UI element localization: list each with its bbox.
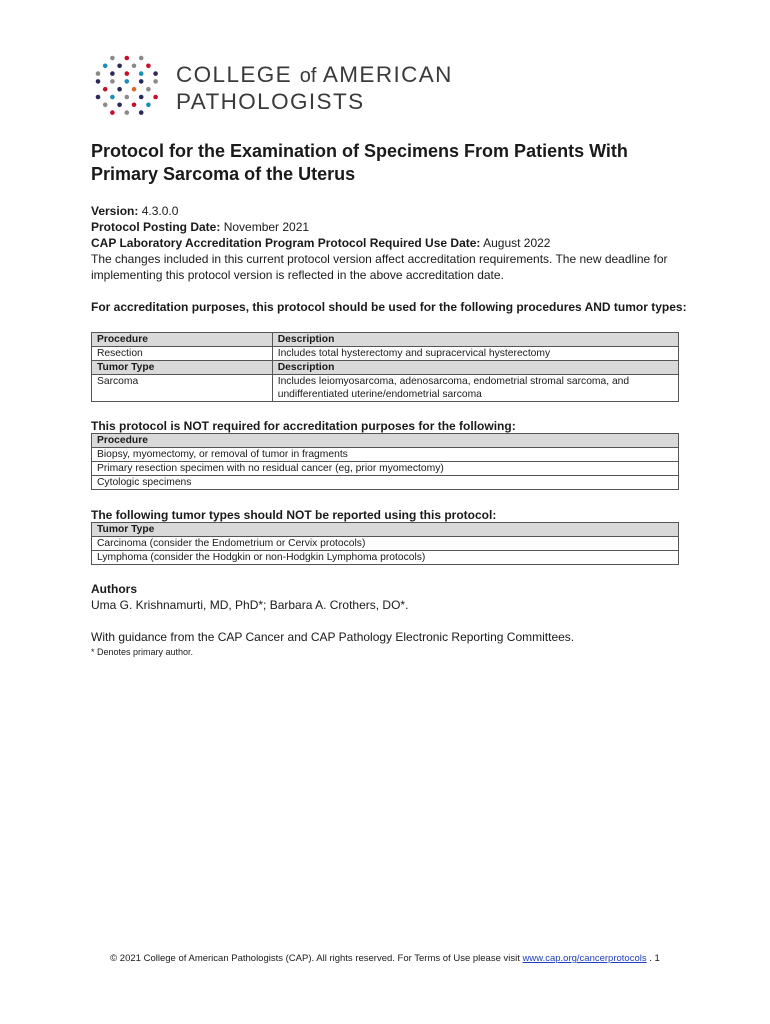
table-cell: Resection <box>92 347 273 361</box>
logo-dot <box>110 71 115 76</box>
logo-dot <box>103 64 108 69</box>
required-date-label: CAP Laboratory Accreditation Program Protocol Required Use Date: <box>91 236 481 250</box>
logo-dot <box>96 95 101 100</box>
copyright-text: © 2021 College of American Pathologists (CAP). All rights reserved. For Terms of Use please visit <box>110 953 520 964</box>
cancer-protocols-link[interactable]: www.cap.org/cancerprotocols <box>522 953 647 964</box>
table-row <box>92 476 679 490</box>
logo-dot <box>153 79 158 84</box>
section1-heading: For accreditation purposes, this protocol should be used for the following procedures AND tumor types: <box>91 300 687 314</box>
table-header-row <box>92 361 679 375</box>
protocol-meta <box>91 203 691 283</box>
logo-dot <box>103 87 108 92</box>
logo-dot <box>146 64 151 69</box>
logo-dot <box>110 56 115 61</box>
logo-dot <box>153 95 158 100</box>
authors-names: Uma G. Krishnamurti, MD, PhD*; Barbara A. Crothers, DO*. <box>91 598 409 612</box>
cap-logo-wordmark <box>176 62 453 115</box>
logo-dot <box>125 95 130 100</box>
logo-dot <box>117 103 122 108</box>
logo-dot <box>125 110 130 115</box>
logo-dot <box>132 87 137 92</box>
table-header-cell: Tumor Type <box>92 361 273 375</box>
primary-author-note: * Denotes primary author. <box>91 647 194 657</box>
logo-dot <box>96 71 101 76</box>
logo-dot <box>110 95 115 100</box>
table-cell: Cytologic specimens <box>92 476 679 490</box>
logo-word-american: AMERICAN <box>322 62 453 87</box>
section2-table <box>91 433 679 490</box>
logo-dot <box>139 71 144 76</box>
logo-dot <box>125 79 130 84</box>
logo-dot <box>146 87 151 92</box>
posting-date-line <box>91 219 691 235</box>
changes-note: The changes included in this current protocol version affect accreditation requirements. The new deadline for implementing this protocol version is reflected in the above accreditation date. <box>91 252 668 282</box>
posting-date-label: Protocol Posting Date: <box>91 220 221 234</box>
version-value: 4.3.0.0 <box>141 204 179 218</box>
version-label: Version: <box>91 204 139 218</box>
logo-dot <box>153 71 158 76</box>
authors-heading: Authors <box>91 582 137 596</box>
table-header-row <box>92 333 679 347</box>
table-cell: Carcinoma (consider the Endometrium or Cervix protocols) <box>92 537 679 551</box>
table-row <box>92 375 679 402</box>
logo-dot <box>117 87 122 92</box>
table-header-cell: Description <box>272 361 678 375</box>
logo-dot <box>139 95 144 100</box>
logo-word-pathologists: PATHOLOGISTS <box>176 89 365 114</box>
logo-dot <box>139 79 144 84</box>
logo-dot <box>132 64 137 69</box>
table-row <box>92 537 679 551</box>
table-cell: Includes leiomyosarcoma, adenosarcoma, endometrial stromal sarcoma, and undifferentiated uterine/endometrial sarcoma <box>272 375 678 402</box>
version-line <box>91 203 691 219</box>
logo-dot <box>110 79 115 84</box>
logo-dot <box>110 110 115 115</box>
table-cell: Includes total hysterectomy and supracervical hysterectomy <box>272 347 678 361</box>
logo-word-of: of <box>299 65 317 87</box>
guidance-text: With guidance from the CAP Cancer and CAP Pathology Electronic Reporting Committees. <box>91 630 575 644</box>
required-date-line <box>91 235 691 251</box>
required-date-value: August 2022 <box>483 236 551 250</box>
table-row <box>92 551 679 565</box>
page-footer <box>0 953 770 964</box>
logo-dot <box>96 79 101 84</box>
logo-dot <box>125 56 130 61</box>
section1-table <box>91 332 679 402</box>
logo-dot <box>146 103 151 108</box>
table-header-row <box>92 523 679 537</box>
logo-dot <box>139 110 144 115</box>
table-row <box>92 347 679 361</box>
table-header-row <box>92 434 679 448</box>
logo-dot <box>132 103 137 108</box>
posting-date-value: November 2021 <box>223 220 310 234</box>
logo-dot <box>125 71 130 76</box>
table-header-cell: Tumor Type <box>92 523 679 537</box>
table-row <box>92 448 679 462</box>
section3-heading: The following tumor types should NOT be reported using this protocol: <box>91 508 497 522</box>
section2-heading: This protocol is NOT required for accreditation purposes for the following: <box>91 419 516 433</box>
cap-logo-dots-icon <box>94 54 160 118</box>
page-number: . 1 <box>649 953 660 964</box>
table-header-cell: Procedure <box>92 333 273 347</box>
table-cell: Sarcoma <box>92 375 273 402</box>
table-cell: Primary resection specimen with no residual cancer (eg, prior myomectomy) <box>92 462 679 476</box>
table-header-cell: Description <box>272 333 678 347</box>
logo-word-college: COLLEGE <box>176 62 293 87</box>
table-row <box>92 462 679 476</box>
page-title: Protocol for the Examination of Specimens From Patients With Primary Sarcoma of the Uterus <box>91 141 628 184</box>
table-cell: Biopsy, myomectomy, or removal of tumor in fragments <box>92 448 679 462</box>
logo-dot <box>117 64 122 69</box>
table-cell: Lymphoma (consider the Hodgkin or non-Hodgkin Lymphoma protocols) <box>92 551 679 565</box>
cap-logo <box>94 54 474 120</box>
logo-dot <box>139 56 144 61</box>
table-header-cell: Procedure <box>92 434 679 448</box>
logo-dot <box>103 103 108 108</box>
section3-table <box>91 522 679 565</box>
